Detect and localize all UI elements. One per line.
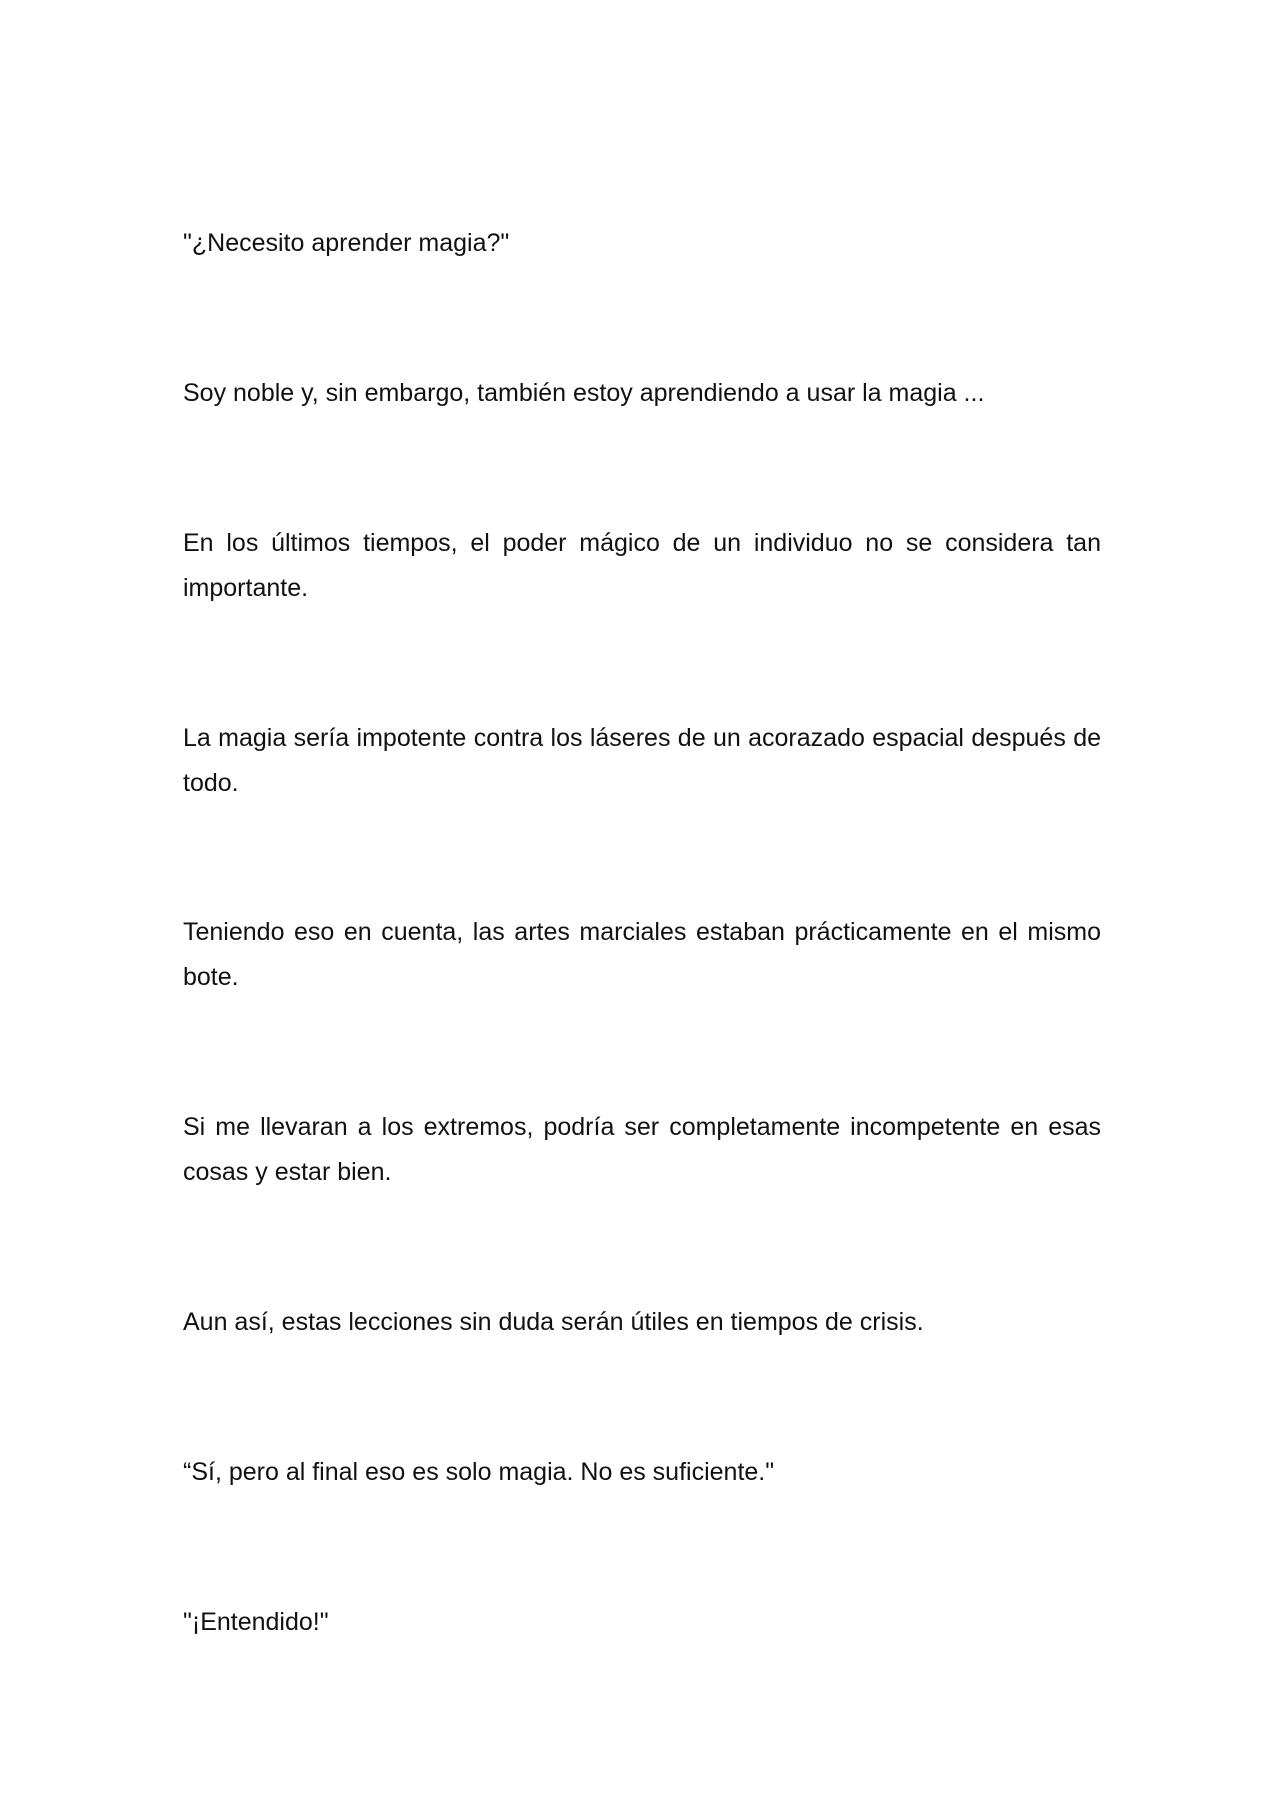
paragraph-8: “Sí, pero al final eso es solo magia. No es suficiente." (183, 1458, 775, 1486)
paragraph-6: Si me llevaran a los extremos, podría ser completamente incompetente en esas cosas y estar bien. (183, 1113, 1101, 1186)
paragraph-7: Aun así, estas lecciones sin duda serán útiles en tiempos de crisis. (183, 1308, 924, 1336)
paragraph-2: Soy noble y, sin embargo, también estoy aprendiendo a usar la magia ... (183, 379, 985, 407)
paragraph-1: "¿Necesito aprender magia?" (183, 229, 510, 257)
paragraph-3: En los últimos tiempos, el poder mágico de un individuo no se considera tan importante. (183, 529, 1101, 602)
paragraph-4: La magia sería impotente contra los láseres de un acorazado espacial después de todo. (183, 724, 1101, 797)
paragraph-9: "¡Entendido!" (183, 1608, 329, 1636)
paragraph-5: Teniendo eso en cuenta, las artes marciales estaban prácticamente en el mismo bote. (183, 918, 1101, 991)
